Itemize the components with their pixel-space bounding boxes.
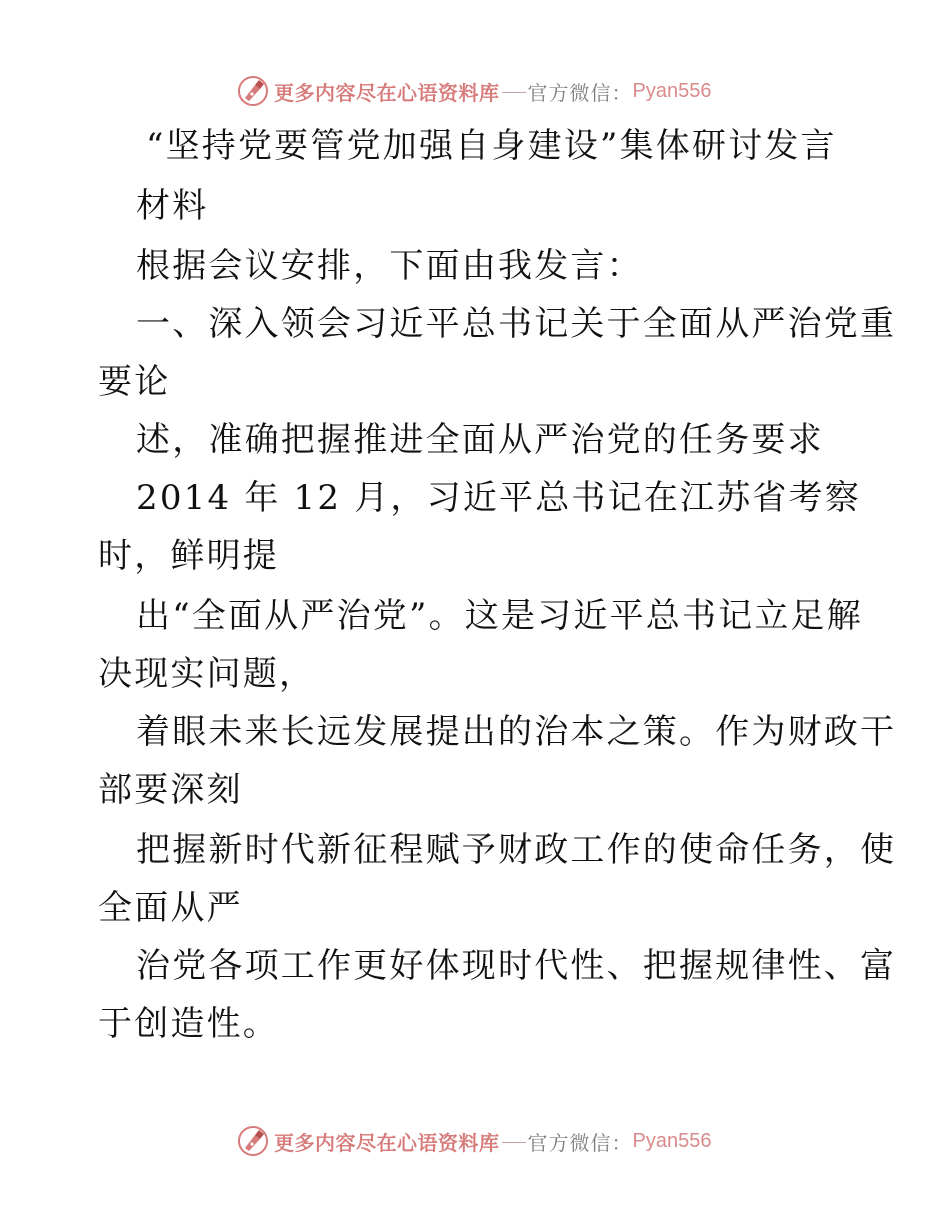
banner-dash <box>502 1142 526 1143</box>
section-heading-1: 一、深入领会习近平总书记关于全面从严治党重 <box>136 304 897 344</box>
pen-nib-icon <box>236 74 270 108</box>
header-banner <box>236 74 711 108</box>
banner-official-label: 官方微信： <box>527 80 633 105</box>
section-heading-1-continued: 述，准确把握推进全面从严治党的任务要求 <box>136 420 824 460</box>
document-title: “坚持党要管党加强自身建设”集体研讨发言 <box>146 126 837 166</box>
banner-wechat-id: Pyan556 <box>632 79 712 102</box>
body-line-wrap: 决现实问题， <box>98 654 316 694</box>
section-heading-1-wrap: 要论 <box>98 362 171 402</box>
banner-main-text: 更多内容尽在心语资料库 <box>274 80 500 105</box>
body-line-wrap: 于创造性。 <box>98 1004 279 1044</box>
banner-wechat-id: Pyan556 <box>632 1129 712 1152</box>
body-line-wrap: 部要深刻 <box>98 770 243 810</box>
banner-dash <box>502 92 526 93</box>
body-line: 把握新时代新征程赋予财政工作的使命任务，使 <box>136 830 897 870</box>
body-line: 治党各项工作更好体现时代性、把握规律性、富 <box>136 946 897 986</box>
banner-main-text: 更多内容尽在心语资料库 <box>274 1130 500 1155</box>
body-line: 着眼未来长远发展提出的治本之策。作为财政干 <box>136 712 897 752</box>
body-line: 2014 年 12 月，习近平总书记在江苏省考察 <box>136 478 862 518</box>
document-title-continued: 材料 <box>136 186 209 226</box>
footer-banner <box>236 1124 711 1158</box>
body-line: 出“全面从严治党”。这是习近平总书记立足解 <box>136 596 863 636</box>
body-line-wrap: 全面从严 <box>98 888 243 928</box>
body-line-wrap: 时，鲜明提 <box>98 536 279 576</box>
body-paragraph-intro: 根据会议安排，下面由我发言： <box>136 246 643 286</box>
pen-nib-icon <box>236 1124 270 1158</box>
banner-official-label: 官方微信： <box>527 1130 633 1155</box>
